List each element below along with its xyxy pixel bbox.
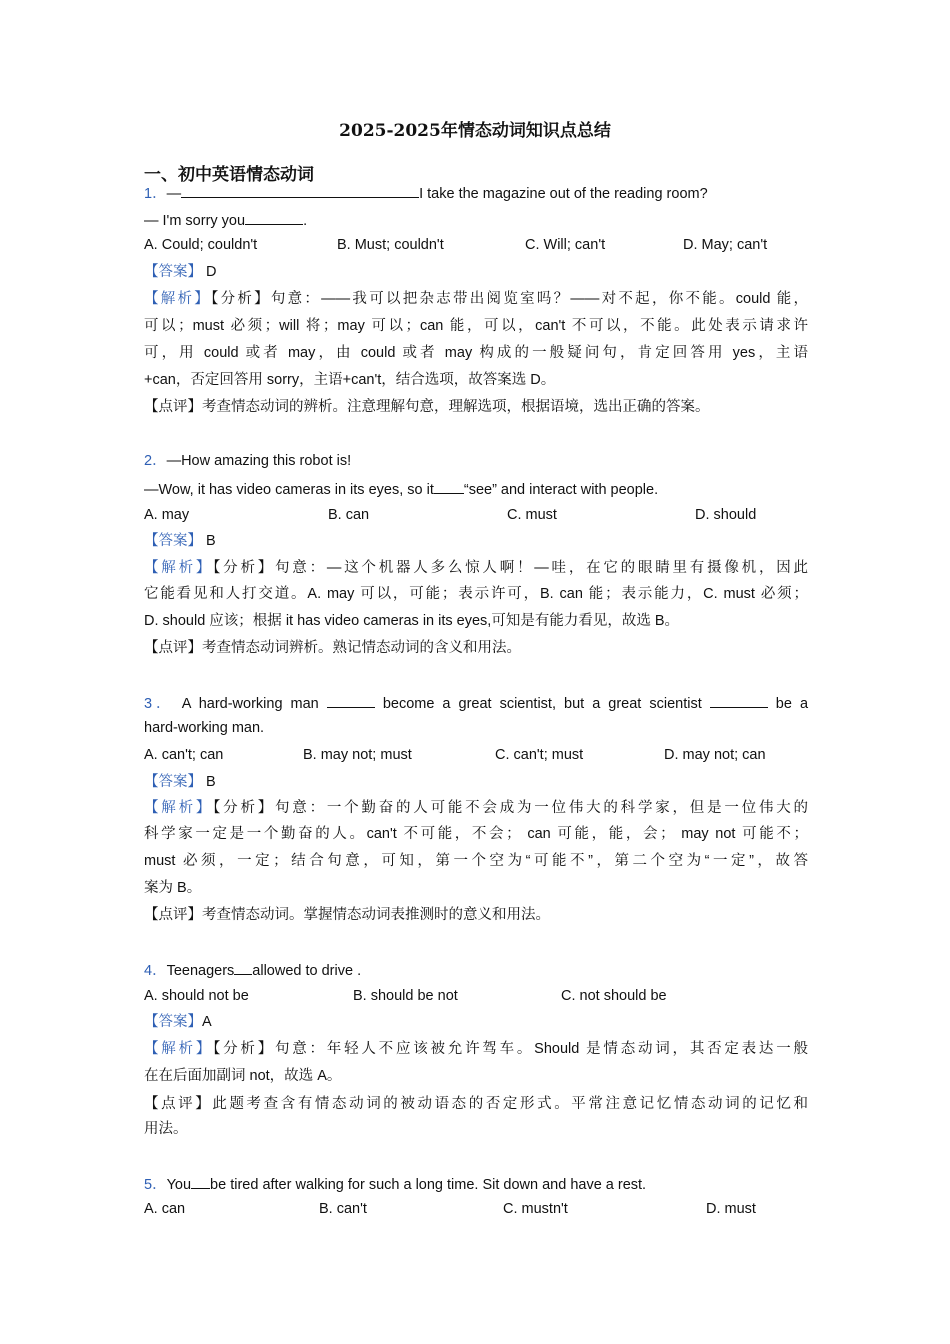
q4-stem-end: allowed to drive . xyxy=(252,963,362,979)
q3-analysis-line: must 必须，一定；结合句意，可知，第一个空为“可能不”，第二个空为“一定”，故答 xyxy=(144,853,808,869)
q1-analysis-line xyxy=(144,289,808,309)
q1-reply-start: — I'm sorry you xyxy=(144,213,246,229)
q4-option-c: C. not should be xyxy=(561,988,667,1004)
answer-label: 【答案】 xyxy=(144,1014,202,1030)
q4-stem xyxy=(144,959,808,981)
q2-answer-value: B xyxy=(206,533,216,549)
q2-blank xyxy=(434,478,464,494)
document-title: 2025-2025年情态动词知识点总结 xyxy=(339,121,611,141)
q5-option-b: B. can't xyxy=(319,1201,367,1217)
q3-number: 3． xyxy=(144,696,175,712)
q2-analysis-line: 它能看见和人打交道。A. may 可以，可能；表示许可，B. can 能；表示能力，C. must 必须； xyxy=(144,586,808,602)
q4-analysis-line xyxy=(144,1039,808,1059)
q2-reply-start: —Wow, it has video cameras in its eyes, so it xyxy=(144,482,434,498)
q3-stem-a: A hard-working man xyxy=(181,696,319,712)
q4-analysis-text: 【分析】句意：年轻人不应该被允许驾车。Should 是情态动词，其否定表达一般 xyxy=(213,1041,808,1057)
q1-option-a: A. Could; couldn't xyxy=(144,237,258,253)
q3-stem xyxy=(144,692,808,714)
q3-analysis-line xyxy=(144,798,808,818)
q2-analysis-text: 【分析】句意：—这个机器人多么惊人啊！—哇，在它的眼睛里有摄像机，因此 xyxy=(213,560,809,576)
q5-option-c: C. mustn't xyxy=(503,1201,568,1217)
q3-option-c: C. can't; must xyxy=(495,747,584,763)
analysis-label: 【解析】 xyxy=(144,800,214,816)
q5-blank xyxy=(191,1173,210,1189)
q5-stem-start: You xyxy=(166,1177,192,1193)
q5-option-a: A. can xyxy=(144,1201,186,1217)
analysis-label: 【解析】 xyxy=(144,560,214,576)
q3-option-a: A. can't; can xyxy=(144,747,224,763)
q1-blank xyxy=(181,182,419,198)
q4-number: 4． xyxy=(144,963,167,979)
q1-stem-text: I take the magazine out of the reading room? xyxy=(419,186,708,202)
q3-answer xyxy=(144,772,808,792)
q3-blank-2 xyxy=(710,692,768,708)
analysis-label: 【解析】 xyxy=(144,1041,214,1057)
q3-comment: 【点评】考查情态动词。掌握情态动词表推测时的意义和用法。 xyxy=(144,907,550,923)
q2-analysis-line: D. should 应该；根据 it has video cameras in its eyes,可知是有能力看见，故选 B。 xyxy=(144,613,680,629)
q3-analysis-line: 科学家一定是一个勤奋的人。can't 不可能，不会； can 可能，能，会； may not 可能不； xyxy=(144,826,808,842)
q5-number: 5． xyxy=(144,1177,167,1193)
q1-dash: — xyxy=(166,186,182,202)
q1-option-b: B. Must; couldn't xyxy=(337,237,444,253)
q1-answer xyxy=(144,262,808,282)
q4-answer xyxy=(144,1012,808,1032)
q2-answer xyxy=(144,531,808,551)
q1-option-d: D. May; can't xyxy=(683,237,768,253)
q5-stem-end: be tired after walking for such a long time. Sit down and have a rest. xyxy=(210,1177,647,1193)
q1-reply-blank xyxy=(245,209,303,225)
q2-option-d: D. should xyxy=(695,507,757,523)
analysis-label: 【解析】 xyxy=(144,291,212,307)
q1-reply xyxy=(144,209,808,231)
q2-stem xyxy=(144,451,808,471)
q1-analysis-line: 可以；must 必须；will 将；may 可以；can 能，可以，can't 不可以，不能。此处表示请求许 xyxy=(144,318,808,334)
answer-label: 【答案】 xyxy=(144,533,202,549)
q4-comment: 【点评】此题考查含有情态动词的被动语态的否定形式。平常注意记忆情态动词的记忆和 xyxy=(144,1096,808,1112)
q3-stem-c: be a xyxy=(775,696,809,712)
q3-stem-b: become a great scientist, but a great scientist xyxy=(382,696,702,712)
q2-option-c: C. must xyxy=(507,507,557,523)
q3-answer-value: B xyxy=(206,774,216,790)
q1-analysis-text: 【分析】句意：——我可以把杂志带出阅览室吗？——对不起，你不能。could 能， xyxy=(211,291,808,307)
section-heading: 一、初中英语情态动词 xyxy=(144,165,314,185)
q1-analysis-line: +can，否定回答用 sorry，主语+can't，结合选项，故答案选 D。 xyxy=(144,372,556,388)
q3-analysis-line: 案为 B。 xyxy=(144,880,202,896)
q1-analysis-line: 可，用 could 或者 may，由 could 或者 may 构成的一般疑问句，肯定回答用 yes，主语 xyxy=(144,345,808,361)
q1-number: 1． xyxy=(144,186,167,202)
q3-option-d: D. may not; can xyxy=(664,747,766,763)
q2-reply-end: “see” and interact with people. xyxy=(463,482,659,498)
q5-option-d: D. must xyxy=(706,1201,756,1217)
q4-answer-value: A xyxy=(202,1014,212,1030)
q4-blank xyxy=(234,959,252,975)
q4-analysis-line: 在在后面加副词 not，故选 A。 xyxy=(144,1068,342,1084)
q2-reply xyxy=(144,478,808,500)
answer-label: 【答案】 xyxy=(144,774,202,790)
q1-answer-value: D xyxy=(206,264,217,280)
answer-label: 【答案】 xyxy=(144,264,202,280)
q2-number: 2． xyxy=(144,453,167,469)
q1-stem xyxy=(144,182,808,204)
q2-comment: 【点评】考查情态动词辨析。熟记情态动词的含义和用法。 xyxy=(144,640,521,656)
q2-analysis-line xyxy=(144,558,808,578)
q3-stem-cont: hard-working man. xyxy=(144,720,265,736)
q1-option-c: C. Will; can't xyxy=(525,237,606,253)
q4-stem-start: Teenagers xyxy=(166,963,235,979)
q2-stem-text: —How amazing this robot is! xyxy=(166,453,352,469)
q4-option-b: B. should be not xyxy=(353,988,458,1004)
q5-stem xyxy=(144,1173,808,1195)
q3-option-b: B. may not; must xyxy=(303,747,412,763)
q1-reply-end: . xyxy=(303,213,308,229)
q1-comment: 【点评】考查情态动词的辨析。注意理解句意，理解选项，根据语境，选出正确的答案。 xyxy=(144,399,710,415)
q2-option-b: B. can xyxy=(328,507,370,523)
q3-blank-1 xyxy=(327,692,375,708)
q4-comment-cont: 用法。 xyxy=(144,1121,188,1137)
q4-option-a: A. should not be xyxy=(144,988,249,1004)
q2-option-a: A. may xyxy=(144,507,190,523)
q3-analysis-text: 【分析】句意：一个勤奋的人可能不会成为一位伟大的科学家，但是一位伟大的 xyxy=(213,800,809,816)
